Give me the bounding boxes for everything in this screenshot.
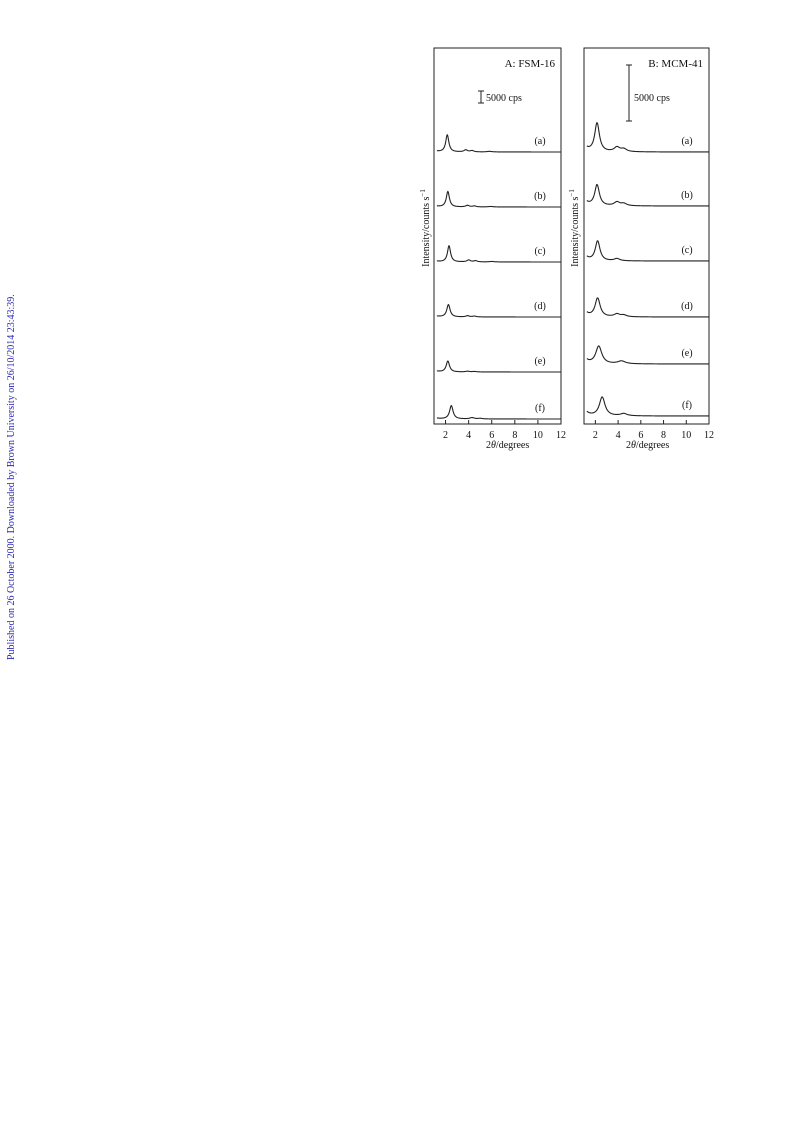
x-ticks [593, 420, 714, 441]
x-tick-label: 2 [592, 430, 598, 441]
x-tick-label: 12 [704, 430, 714, 441]
panel-title: B: MCM-41 [648, 58, 703, 70]
series-label: (b) [681, 190, 693, 201]
series-label: (e) [681, 348, 693, 359]
scale-bar-label: 5000 cps [634, 93, 670, 104]
series-label: (e) [534, 356, 546, 367]
series-label: (c) [681, 245, 693, 256]
series-label: (c) [534, 246, 546, 257]
x-axis-label: 2θ/degrees [486, 440, 530, 451]
panel-frame [584, 48, 709, 424]
traces [587, 123, 709, 416]
panel-mcm41 [568, 48, 714, 451]
x-tick-label: 6 [489, 430, 495, 441]
y-axis-label: Intensity/counts $s^{-1}$ [568, 189, 581, 267]
x-tick-label: 12 [556, 430, 566, 441]
y-axis-label: Intensity/counts $s^{-1}$ [419, 189, 432, 267]
x-tick-label: 8 [512, 430, 518, 441]
x-tick-label: 2 [443, 430, 449, 441]
series-label: (f) [535, 403, 545, 414]
series-label: (f) [682, 400, 692, 411]
scale-bar [478, 91, 522, 104]
series-label: (a) [534, 136, 546, 147]
x-tick-label: 8 [661, 430, 667, 441]
x-ticks [443, 420, 566, 441]
series-label: (a) [681, 136, 693, 147]
panel-frame [434, 48, 561, 424]
traces [437, 135, 561, 419]
x-tick-label: 4 [466, 430, 472, 441]
panel-fsm16 [419, 48, 566, 451]
x-tick-label: 10 [681, 430, 692, 441]
series-label: (d) [534, 301, 546, 312]
scale-bar-label: 5000 cps [486, 93, 522, 104]
scale-bar [626, 65, 670, 121]
x-tick-label: 4 [615, 430, 621, 441]
series-label: (b) [534, 191, 546, 202]
series-label: (d) [681, 301, 693, 312]
panel-title: A: FSM-16 [504, 58, 555, 70]
x-tick-label: 6 [638, 430, 644, 441]
x-tick-label: 10 [532, 430, 543, 441]
x-axis-label: 2θ/degrees [626, 440, 670, 451]
publication-watermark: Published on 26 October 2000. Downloaded by Brown University on 26/10/2014 23:43:39. [6, 294, 17, 660]
